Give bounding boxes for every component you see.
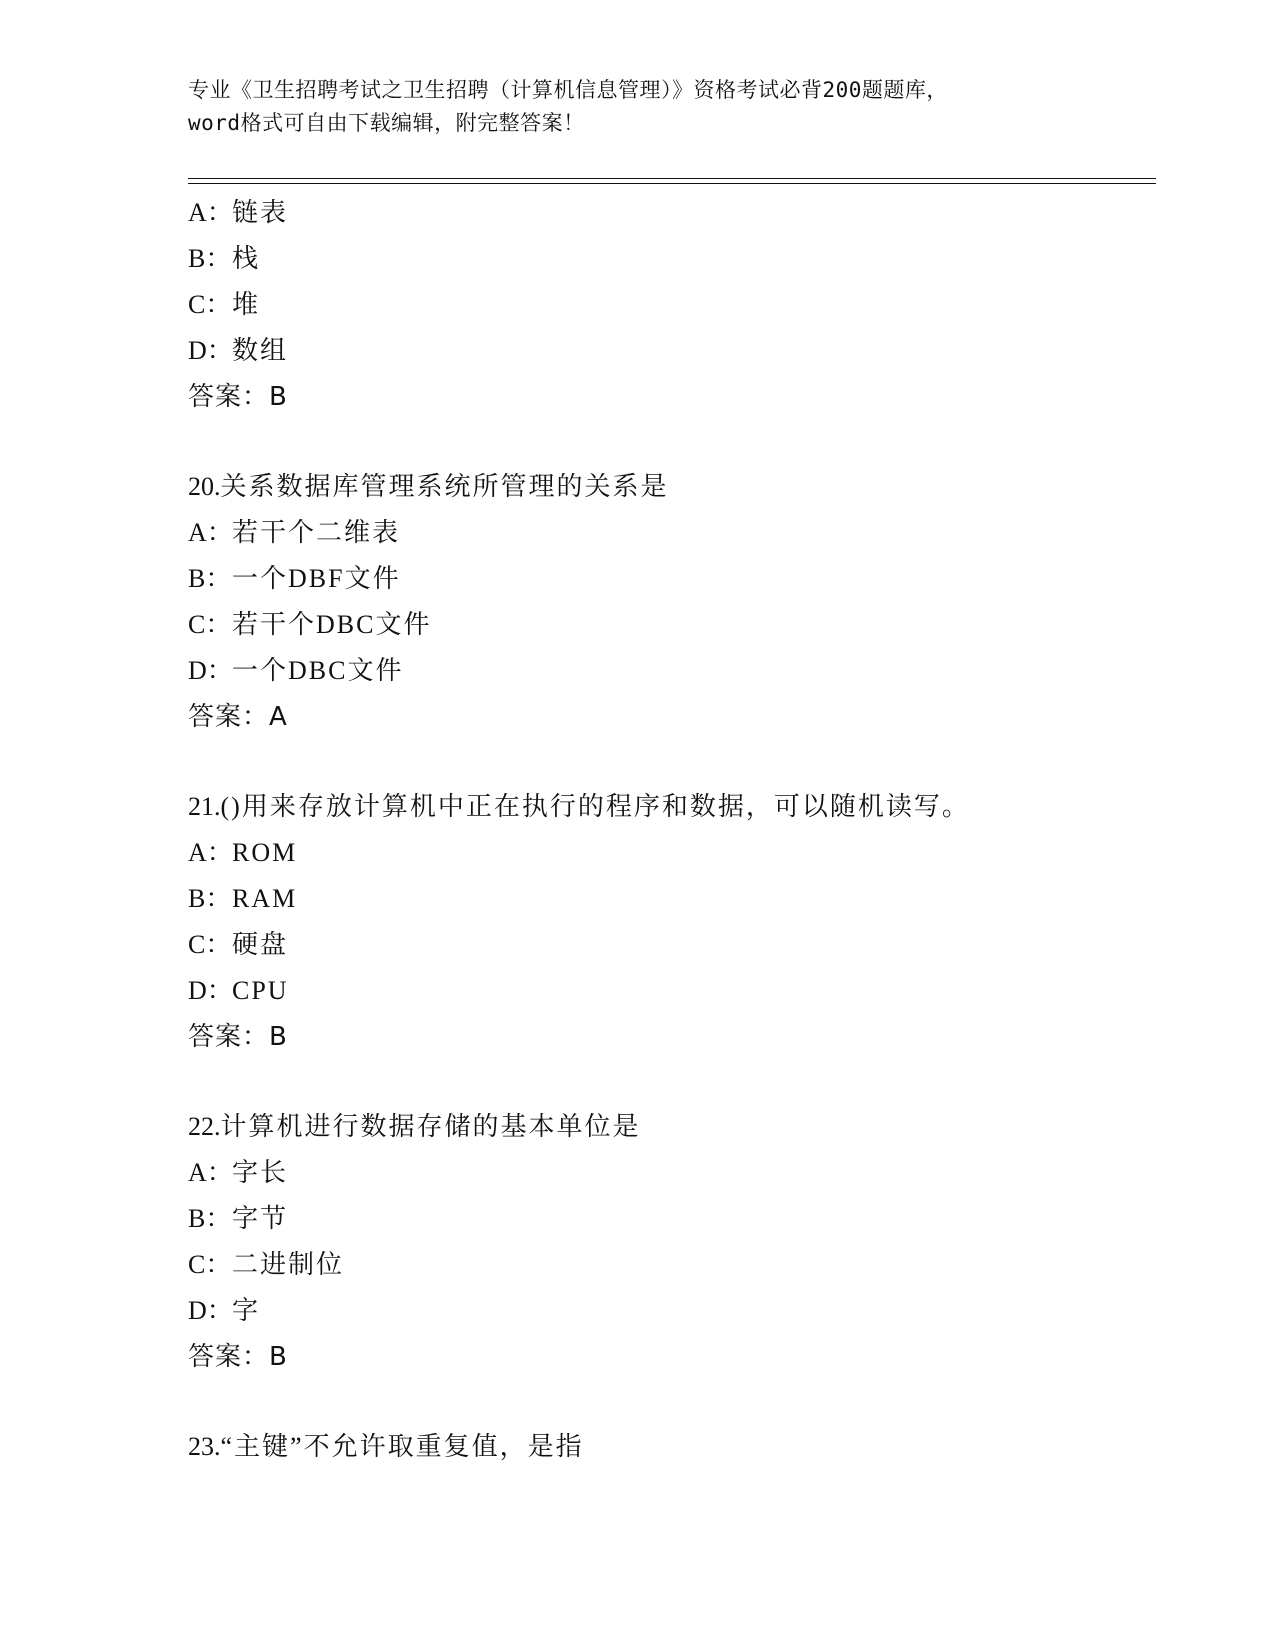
option-text: 栈 <box>232 244 261 273</box>
option-b <box>188 1196 1148 1242</box>
option-c <box>188 1242 1148 1288</box>
option-key: D： <box>188 1296 233 1325</box>
question-stem <box>188 1424 1148 1470</box>
option-key: C： <box>188 1250 232 1279</box>
option-key: D： <box>188 656 233 685</box>
option-b <box>188 556 1148 602</box>
option-c <box>188 282 1148 328</box>
option-key: B： <box>188 244 232 273</box>
option-text: 一个DBC文件 <box>232 656 404 685</box>
option-text: 堆 <box>232 290 261 319</box>
question-stem <box>188 464 1148 510</box>
option-text: 链表 <box>232 198 289 227</box>
option-key: D： <box>188 336 233 365</box>
option-key: C： <box>188 290 232 319</box>
option-d <box>188 648 1148 694</box>
option-key: B： <box>188 1204 232 1233</box>
option-text: 字 <box>232 1296 261 1325</box>
option-c <box>188 922 1148 968</box>
option-a <box>188 190 1148 236</box>
option-text: ROM <box>232 838 298 867</box>
option-a <box>188 510 1148 556</box>
option-d <box>188 1288 1148 1334</box>
option-key: A： <box>188 198 233 227</box>
document-header <box>188 74 1108 140</box>
question-number: 21. <box>188 792 221 821</box>
question-text: 计算机进行数据存储的基本单位是 <box>220 1112 641 1141</box>
option-text: CPU <box>232 976 289 1005</box>
option-text: 若干个二维表 <box>232 518 401 547</box>
question-text: “主键”不允许取重复值，是指 <box>220 1432 584 1461</box>
option-key: A： <box>188 1158 233 1187</box>
option-text: 一个DBF文件 <box>232 564 401 593</box>
question-list <box>188 190 1148 1470</box>
question-number: 23. <box>188 1432 221 1461</box>
question-block-23 <box>188 1424 1148 1470</box>
option-d <box>188 328 1148 374</box>
option-key: C： <box>188 610 232 639</box>
header-line-2: word格式可自由下载编辑，附完整答案！ <box>188 111 585 135</box>
answer-line: 答案：B <box>188 382 288 412</box>
option-text: 若干个DBC文件 <box>232 610 432 639</box>
answer-line: 答案：A <box>188 702 288 732</box>
question-block-22 <box>188 1104 1148 1380</box>
option-text: 数组 <box>232 336 289 365</box>
answer-line: 答案：B <box>188 1342 288 1372</box>
question-number: 20. <box>188 472 221 501</box>
question-text: ()用来存放计算机中正在执行的程序和数据，可以随机读写。 <box>220 792 970 821</box>
option-text: RAM <box>232 884 298 913</box>
header-line-1: 专业《卫生招聘考试之卫生招聘（计算机信息管理）》资格考试必背200题题库， <box>188 78 948 102</box>
option-key: B： <box>188 884 232 913</box>
header-rule-bottom <box>188 183 1156 184</box>
option-key: A： <box>188 838 233 867</box>
question-block-partial <box>188 190 1148 420</box>
option-key: A： <box>188 518 233 547</box>
answer-line: 答案：B <box>188 1022 288 1052</box>
option-text: 硬盘 <box>232 930 289 959</box>
option-text: 字节 <box>232 1204 289 1233</box>
option-d <box>188 968 1148 1014</box>
option-key: C： <box>188 930 232 959</box>
question-block-20 <box>188 464 1148 740</box>
option-text: 二进制位 <box>232 1250 345 1279</box>
option-key: D： <box>188 976 233 1005</box>
option-b <box>188 236 1148 282</box>
question-number: 22. <box>188 1112 221 1141</box>
option-b <box>188 876 1148 922</box>
question-stem <box>188 1104 1148 1150</box>
option-text: 字长 <box>232 1158 289 1187</box>
option-a <box>188 830 1148 876</box>
option-a <box>188 1150 1148 1196</box>
question-stem <box>188 784 1148 830</box>
option-key: B： <box>188 564 232 593</box>
option-c <box>188 602 1148 648</box>
header-rule-top <box>188 178 1156 179</box>
question-text: 关系数据库管理系统所管理的关系是 <box>220 472 669 501</box>
question-block-21 <box>188 784 1148 1060</box>
